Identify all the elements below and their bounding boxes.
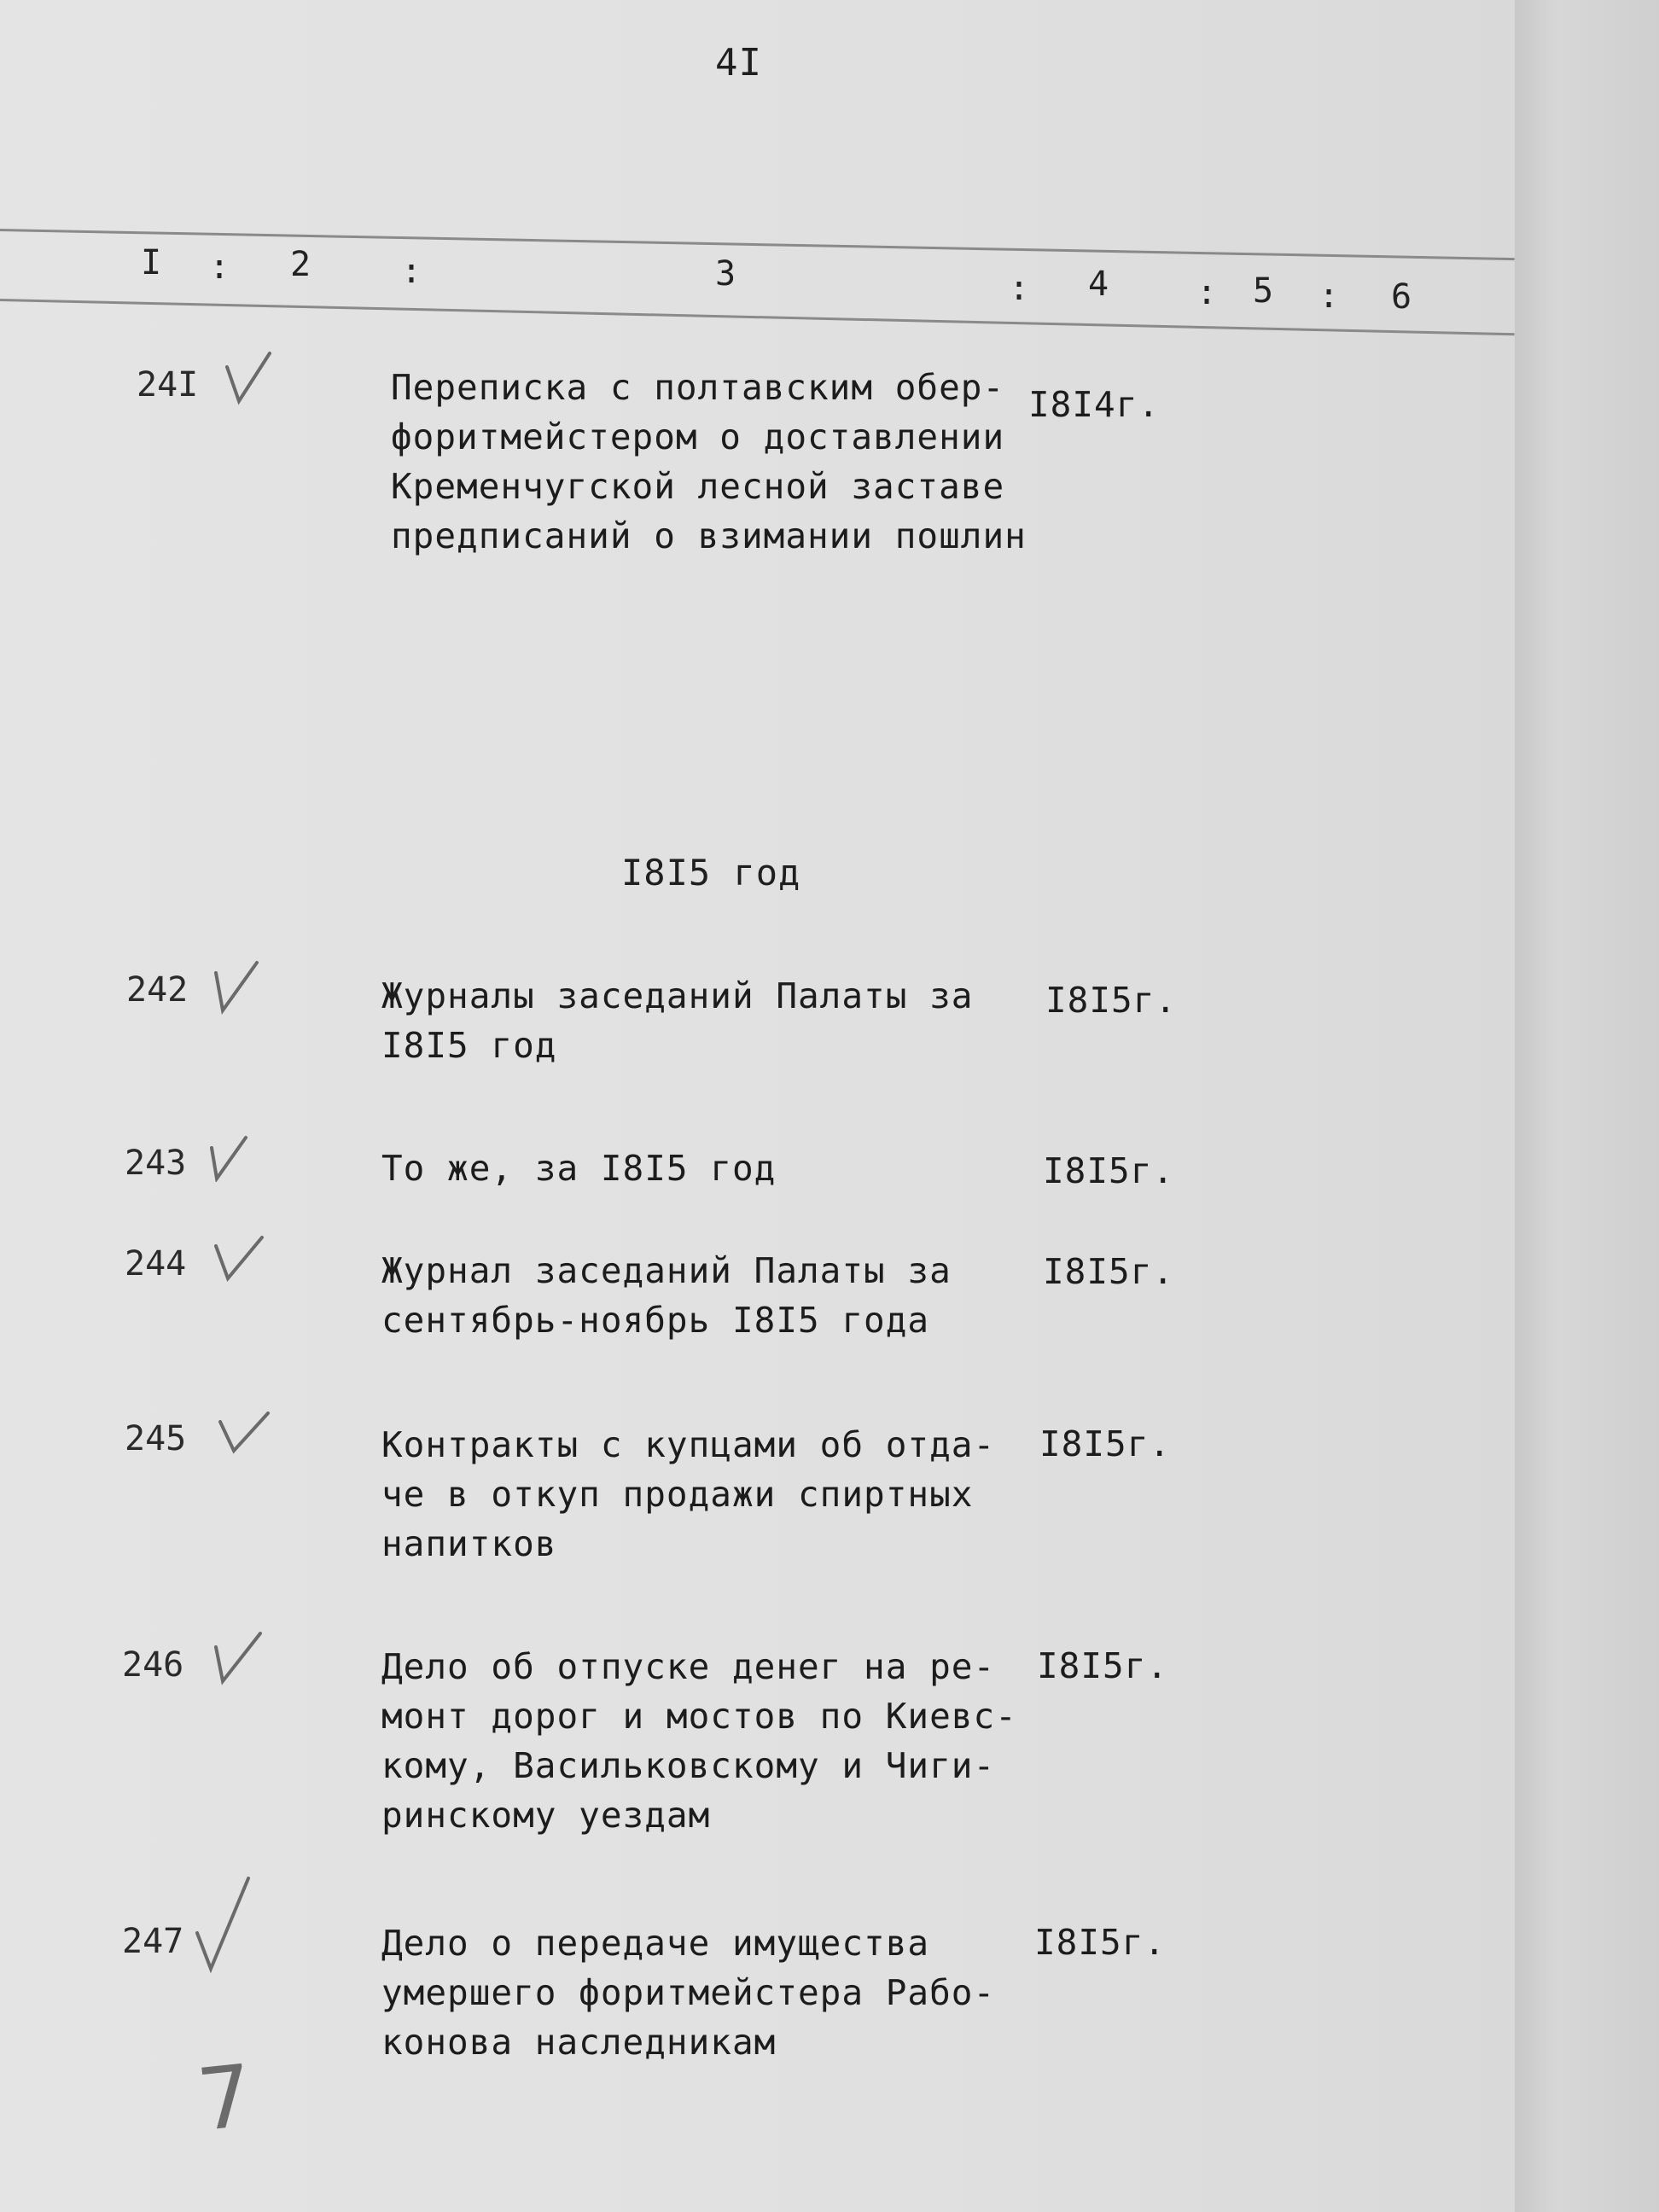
- entry-number: 242: [126, 970, 189, 1010]
- entry-number: 24I: [137, 365, 199, 405]
- entry-description: Журналы заседаний Палаты за I8I5 год: [381, 975, 974, 1066]
- entry-number: 247: [122, 1922, 184, 1961]
- entry-number: 244: [125, 1244, 187, 1284]
- entry-number: 246: [122, 1645, 184, 1685]
- page-number: 4I: [715, 41, 762, 84]
- entry-date: I8I5г.: [1034, 1922, 1167, 1963]
- bleed-through-smudge: [128, 580, 1152, 589]
- entry-date: I8I5г.: [1037, 1645, 1169, 1686]
- column-header-6: 6: [1391, 277, 1412, 317]
- checkmark-icon: [215, 1408, 275, 1459]
- column-separator: :: [401, 252, 422, 291]
- column-header-5: 5: [1253, 271, 1274, 311]
- column-separator: :: [1196, 273, 1218, 312]
- entry-description: Контракты с купцами об отда- че в откуп продажи спиртных напитков: [381, 1424, 996, 1564]
- column-separator: :: [1009, 269, 1030, 308]
- column-separator: :: [1318, 276, 1340, 316]
- entry-date: I8I5г.: [1043, 1150, 1175, 1191]
- checkmark-icon: [205, 1131, 256, 1182]
- checkmark-icon: [209, 1234, 269, 1285]
- entry-description: Дело о передаче имущества умершего форитмейстера Рабо- конова наследникам: [381, 1923, 996, 2063]
- entry-date: I8I5г.: [1045, 980, 1178, 1021]
- checkmark-icon: [220, 348, 280, 408]
- entry-description: Дело об отпуске денег на ре- монт дорог и мостов по Киевс- кому, Васильковскому и Чиги- ринскому уездам: [381, 1646, 1017, 1836]
- entry-description: То же, за I8I5 год: [381, 1148, 777, 1189]
- section-heading: I8I5 год: [621, 852, 801, 894]
- column-header-4: 4: [1088, 265, 1109, 304]
- entry-description: Журнал заседаний Палаты за сентябрь-ноябрь I8I5 года: [381, 1250, 952, 1341]
- entry-date: I8I5г.: [1039, 1423, 1172, 1464]
- entry-number: 245: [125, 1419, 187, 1458]
- entry-number: 243: [125, 1144, 187, 1183]
- checkmark-icon: [209, 1628, 269, 1688]
- column-header-1: I: [141, 243, 162, 282]
- entry-description: Переписка с полтавским обер- форитмейстером о доставлении Кременчугской лесной заставе предписаний о взимании пошлин: [391, 367, 1027, 556]
- checkmark-icon: [207, 956, 267, 1016]
- handwritten-note: 7: [193, 2045, 258, 2151]
- page-edge-shadow: [1515, 0, 1659, 2212]
- entry-date: I8I4г.: [1028, 384, 1161, 425]
- column-separator: :: [209, 247, 230, 287]
- column-header-2: 2: [290, 245, 311, 284]
- entry-date: I8I5г.: [1043, 1251, 1175, 1292]
- checkmark-icon: [192, 1873, 260, 1976]
- column-header-3: 3: [715, 254, 736, 294]
